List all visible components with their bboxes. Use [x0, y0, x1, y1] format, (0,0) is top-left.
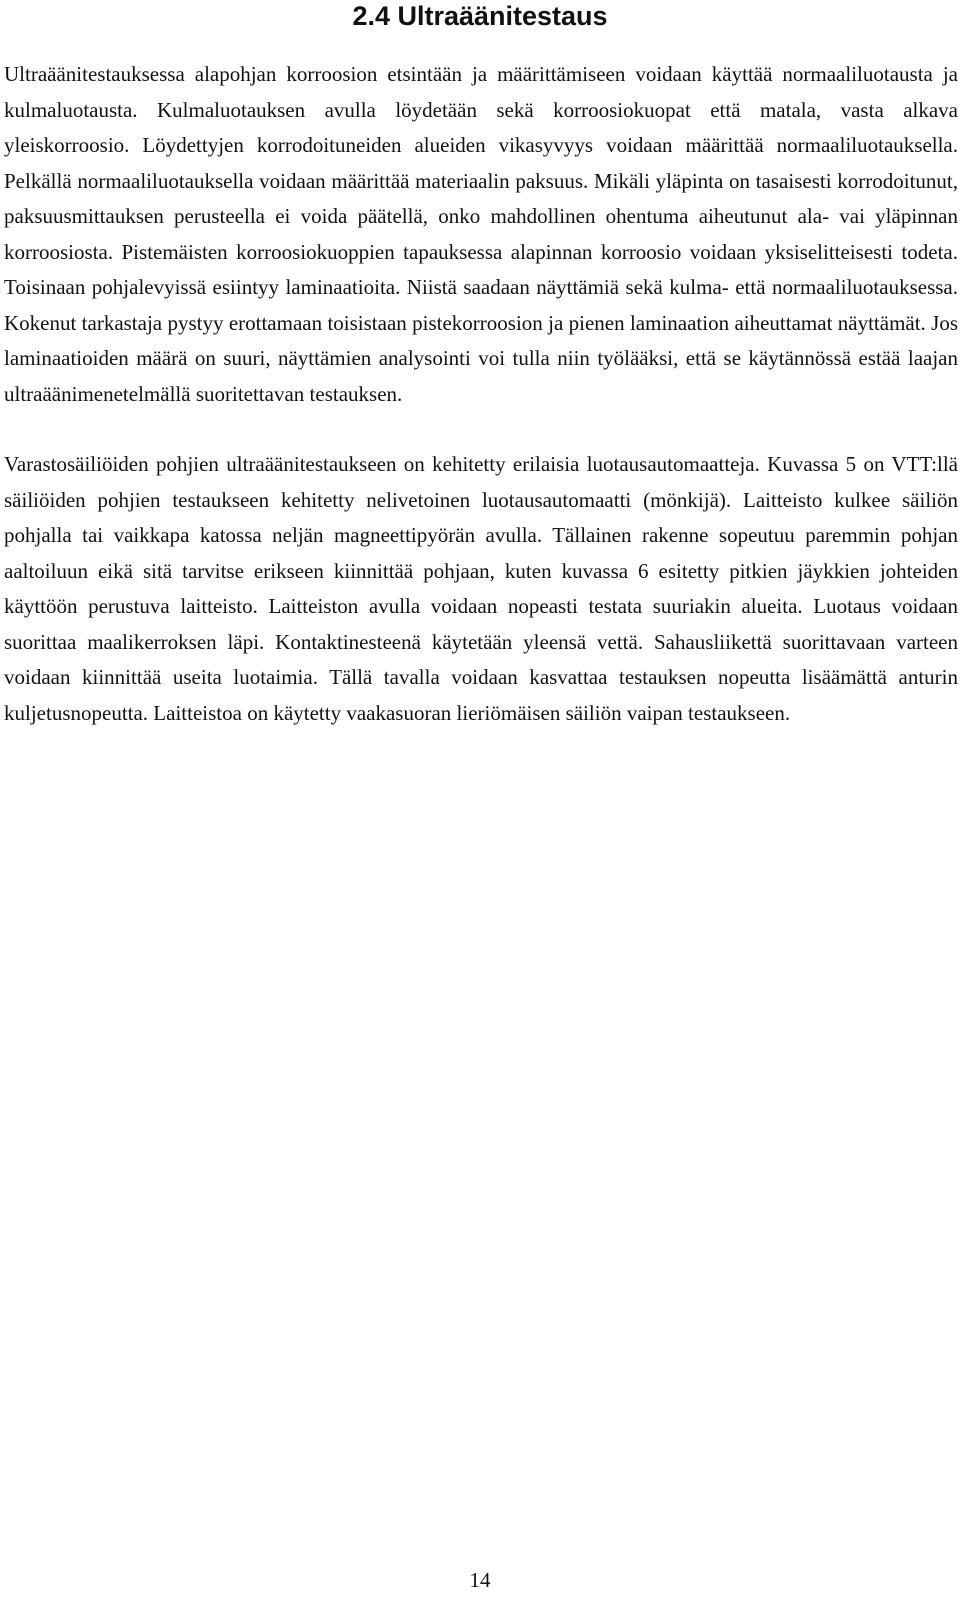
page-number: 14 — [469, 1568, 491, 1592]
paragraph-automated-probing: Varastosäiliöiden pohjien ultraäänitestaukseen on kehitetty erilaisia luotausautomaatteja. Kuvassa 5 on VTT:llä säiliöiden pohjien testaukseen kehitetty nelivetoinen luotausautomaatti (mönkijä). Laitteisto kulkee säiliön pohjalla tai vaikkapa katossa neljän magneettipyörän avulla. Tällainen rakenne sopeutuu paremmin pohjan aaltoiluun eikä sitä tarvitse erikseen kiinnittää pohjaan, kuten kuvassa 6 esitetty pitkien jäykkien johteiden käyttöön perustuva laitteisto. Laitteiston avulla voidaan nopeasti testata suuriakin alueita. Luotaus voidaan suorittaa maalikerroksen läpi. Kontaktinesteenä käytetään yleensä vettä. Sahausliikettä suorittavaan varteen voidaan kiinnittää useita luotaimia. Tällä tavalla voidaan kasvattaa testauksen nopeutta lisäämättä anturin kuljetusnopeutta. Laitteistoa on käytetty vaakasuoran lieriömäisen säiliön vaipan testaukseen. — [4, 452, 958, 725]
paragraph-ultrasonic-methods: Ultraäänitestauksessa alapohjan korroosion etsintään ja määrittämiseen voidaan käyttää normaaliluotausta ja kulmaluotausta. Kulmaluotauksen avulla löydetään sekä korroosiokuopat että matala, vasta alkava yleiskorroosio. Löydettyjen korrodoituneiden alueiden vikasyvyys voidaan määrittää normaaliluotauksella. Pelkällä normaaliluotauksella voidaan määrittää materiaalin paksuus. Mikäli yläpinta on tasaisesti korrodoitunut, paksuusmittauksen perusteella ei voida päätellä, onko mahdollinen ohentuma aiheutunut ala- vai yläpinnan korroosiosta. Pistemäisten korroosiokuoppien tapauksessa alapinnan korroosio voidaan yksiselitteisesti todeta. Toisinaan pohjalevyissä esiintyy laminaatioita. Niistä saadaan näyttämiä sekä kulma- että normaaliluotauksessa. Kokenut tarkastaja pystyy erottamaan toisistaan pistekorroosion ja pienen laminaation aiheuttamat näyttämät. Jos laminaatioiden määrä on suuri, näyttämien analysointi voi tulla niin työlääksi, että se käytännössä estää laajan ultraäänimenetelmällä suoritettavan testauksen. — [4, 62, 958, 406]
section-heading: 2.4 Ultraäänitestaus — [352, 1, 608, 31]
section-body — [4, 57, 958, 731]
